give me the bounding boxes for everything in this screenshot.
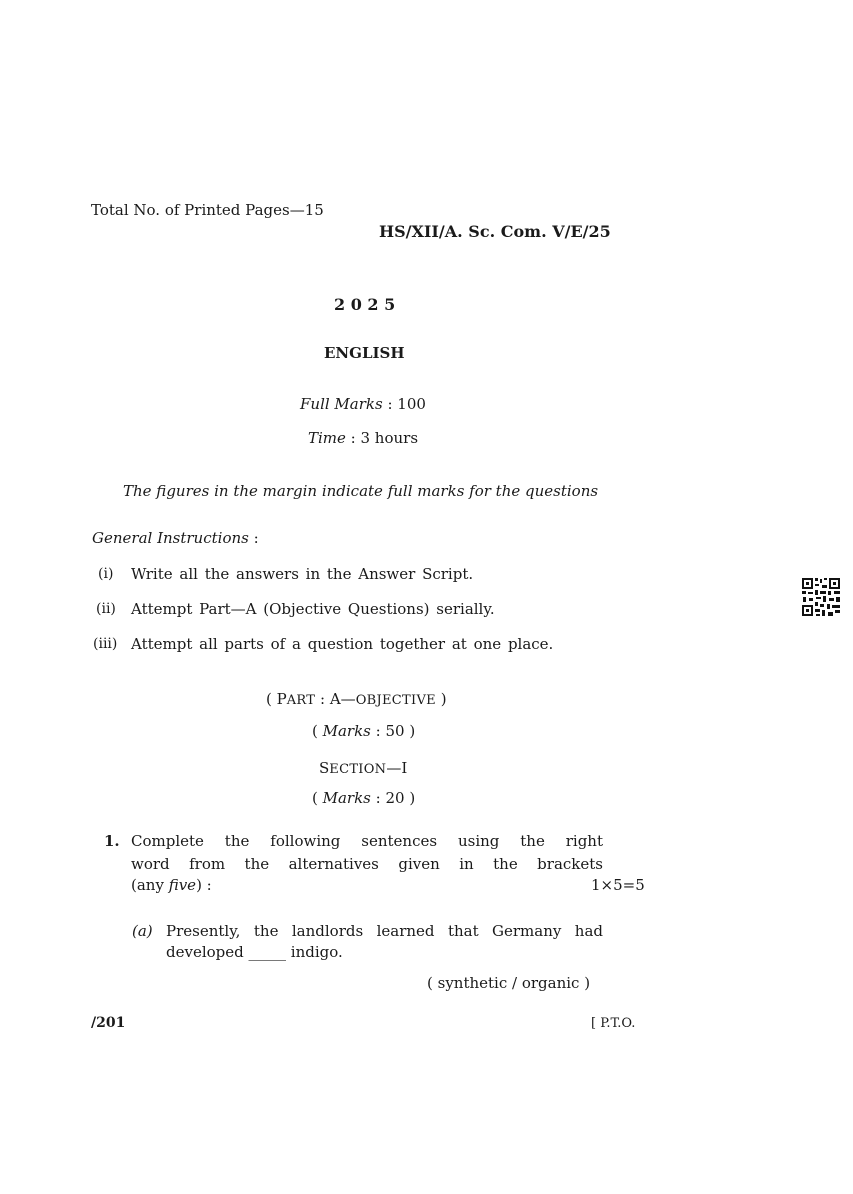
any-open: (any bbox=[131, 876, 169, 894]
instruction-text: Attempt all parts of a question together at one place. bbox=[131, 635, 554, 653]
sub-question-text-line: Presently, the landlords learned that Germany had bbox=[166, 922, 603, 940]
any-close: ) : bbox=[196, 876, 212, 894]
time-allowed bbox=[308, 429, 418, 447]
section-heading-s: S bbox=[319, 759, 330, 777]
part-marks-open: ( bbox=[312, 722, 323, 740]
instruction-number: (iii) bbox=[93, 636, 118, 652]
time-value: : 3 hours bbox=[345, 429, 419, 447]
instruction-text: Attempt Part—A (Objective Questions) serially. bbox=[131, 600, 495, 618]
any-five: five bbox=[168, 876, 197, 894]
qr-code-icon bbox=[801, 577, 841, 617]
instruction-text: Write all the answers in the Answer Script. bbox=[131, 565, 474, 583]
section-heading-rest: —I bbox=[386, 759, 408, 777]
total-printed-pages: Total No. of Printed Pages—15 bbox=[91, 201, 324, 219]
part-heading-open: ( P bbox=[266, 690, 287, 708]
marks-note: The figures in the margin indicate full marks for the questions bbox=[123, 482, 599, 500]
section-marks bbox=[312, 789, 415, 807]
full-marks-label: Full Marks bbox=[300, 395, 383, 413]
part-marks-value: : 50 ) bbox=[370, 722, 416, 740]
part-heading-close: ) bbox=[435, 690, 447, 708]
full-marks bbox=[300, 395, 426, 413]
subject-title: ENGLISH bbox=[324, 344, 405, 362]
general-instructions-colon: : bbox=[248, 529, 259, 547]
general-instructions-label: General Instructions bbox=[92, 529, 249, 547]
full-marks-value: : 100 bbox=[382, 395, 426, 413]
section-heading-smallcaps: ECTION bbox=[329, 762, 387, 777]
part-marks bbox=[312, 722, 415, 740]
section-marks-value: : 20 ) bbox=[370, 789, 416, 807]
question-text-line: Complete the following sentences using the right bbox=[131, 832, 603, 850]
question-number: 1. bbox=[104, 832, 120, 850]
paper-code: HS/XII/A. Sc. Com. V/E/25 bbox=[379, 222, 611, 241]
instruction-number: (i) bbox=[98, 566, 114, 582]
part-marks-label: Marks bbox=[322, 722, 371, 740]
part-heading-mid: : A— bbox=[315, 690, 356, 708]
instruction-number: (ii) bbox=[96, 601, 116, 617]
section-marks-open: ( bbox=[312, 789, 323, 807]
part-heading-smallcaps-2: OBJECTIVE bbox=[355, 693, 436, 708]
sub-question-text-line: developed _____ indigo. bbox=[166, 943, 343, 961]
footer-pto: [ P.T.O. bbox=[591, 1016, 636, 1031]
sub-question-label: (a) bbox=[132, 922, 153, 940]
question-text-line: word from the alternatives given in the brackets bbox=[131, 855, 603, 873]
part-heading-smallcaps-1: ART bbox=[286, 693, 316, 708]
question-marks: 1×5=5 bbox=[591, 876, 645, 894]
exam-year: 2 0 2 5 bbox=[334, 295, 396, 314]
part-heading bbox=[266, 690, 447, 708]
question-text-line bbox=[131, 876, 212, 894]
section-marks-label: Marks bbox=[322, 789, 371, 807]
footer-code: /201 bbox=[91, 1015, 126, 1031]
general-instructions-title bbox=[92, 529, 259, 547]
section-heading bbox=[319, 759, 407, 777]
sub-question-options: ( synthetic / organic ) bbox=[427, 974, 591, 992]
time-label: Time bbox=[308, 429, 346, 447]
